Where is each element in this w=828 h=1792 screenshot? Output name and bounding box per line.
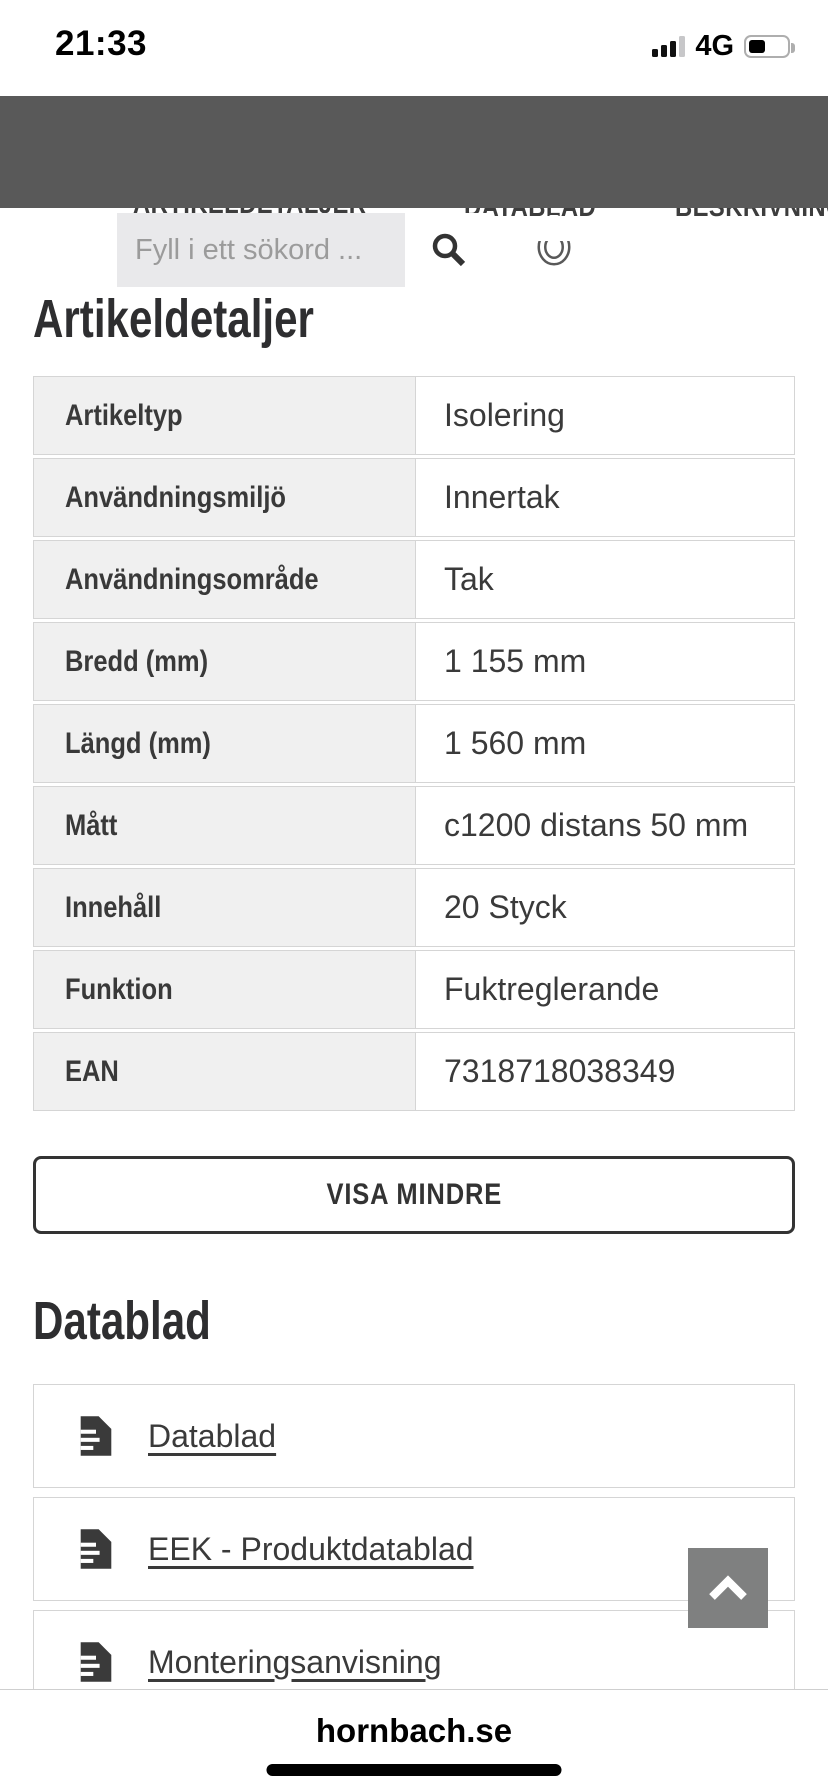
row-value: Isolering	[444, 397, 565, 433]
app-header	[0, 96, 828, 208]
row-value: 1 560 mm	[444, 725, 587, 761]
row-label: Användningsområde	[65, 562, 319, 596]
search-button[interactable]	[405, 213, 493, 287]
clock: 21:33	[55, 24, 148, 63]
signal-strength-icon	[652, 36, 685, 57]
row-value: c1200 distans 50 mm	[444, 807, 749, 843]
status-bar	[0, 0, 828, 96]
list-item	[33, 1497, 795, 1601]
row-value: 1 155 mm	[444, 643, 587, 679]
table-row	[33, 868, 795, 947]
browser-bottom-bar	[0, 1689, 828, 1792]
row-label: Mått	[65, 808, 118, 842]
row-value: Innertak	[444, 479, 560, 515]
table-row	[33, 704, 795, 783]
datasheet-list	[33, 1384, 795, 1714]
row-label: Innehåll	[65, 890, 162, 924]
search-input[interactable]	[117, 213, 405, 287]
table-row	[33, 540, 795, 619]
page-title: Artikeldetaljer	[33, 289, 314, 349]
site-url[interactable]: hornbach.se	[315, 1712, 513, 1749]
battery-icon	[744, 35, 790, 58]
list-item	[33, 1384, 795, 1488]
table-row	[33, 622, 795, 701]
document-icon	[78, 1640, 114, 1684]
home-indicator[interactable]	[267, 1764, 562, 1776]
row-label: Funktion	[65, 972, 173, 1006]
table-row	[33, 786, 795, 865]
row-value: 7318718038349	[444, 1053, 676, 1089]
wishlist-heart-icon[interactable]	[626, 208, 694, 288]
row-label: Längd (mm)	[65, 726, 211, 760]
search-icon	[430, 231, 468, 269]
row-label: EAN	[65, 1054, 119, 1088]
datasheets-title: Datablad	[33, 1291, 211, 1351]
network-type-label: 4G	[695, 30, 734, 62]
search-bar	[117, 213, 493, 287]
menu-icon[interactable]	[33, 224, 85, 270]
document-icon	[78, 1527, 114, 1571]
table-row	[33, 376, 795, 455]
datasheet-link[interactable]: Monteringsanvisning	[148, 1643, 442, 1680]
show-less-button[interactable]: VISA MINDRE	[33, 1156, 795, 1234]
chevron-up-icon	[707, 1575, 749, 1601]
account-worker-icon[interactable]	[520, 208, 588, 288]
row-value: Fuktreglerande	[444, 971, 660, 1007]
table-row	[33, 458, 795, 537]
row-value: 20 Styck	[444, 889, 567, 925]
table-row	[33, 1032, 795, 1111]
article-details-table	[33, 376, 795, 1114]
datasheet-link[interactable]: Datablad	[148, 1417, 277, 1454]
row-value: Tak	[444, 561, 494, 597]
datasheet-link[interactable]: EEK - Produktdatablad	[148, 1530, 474, 1567]
status-indicators	[652, 30, 790, 63]
table-row	[33, 950, 795, 1029]
row-label: Användningsmiljö	[65, 480, 287, 514]
document-icon	[78, 1414, 114, 1458]
scroll-to-top-button[interactable]	[688, 1548, 768, 1628]
shopping-cart-icon[interactable]	[728, 208, 798, 288]
row-label: Bredd (mm)	[65, 644, 209, 678]
row-label: Artikeltyp	[65, 398, 183, 432]
